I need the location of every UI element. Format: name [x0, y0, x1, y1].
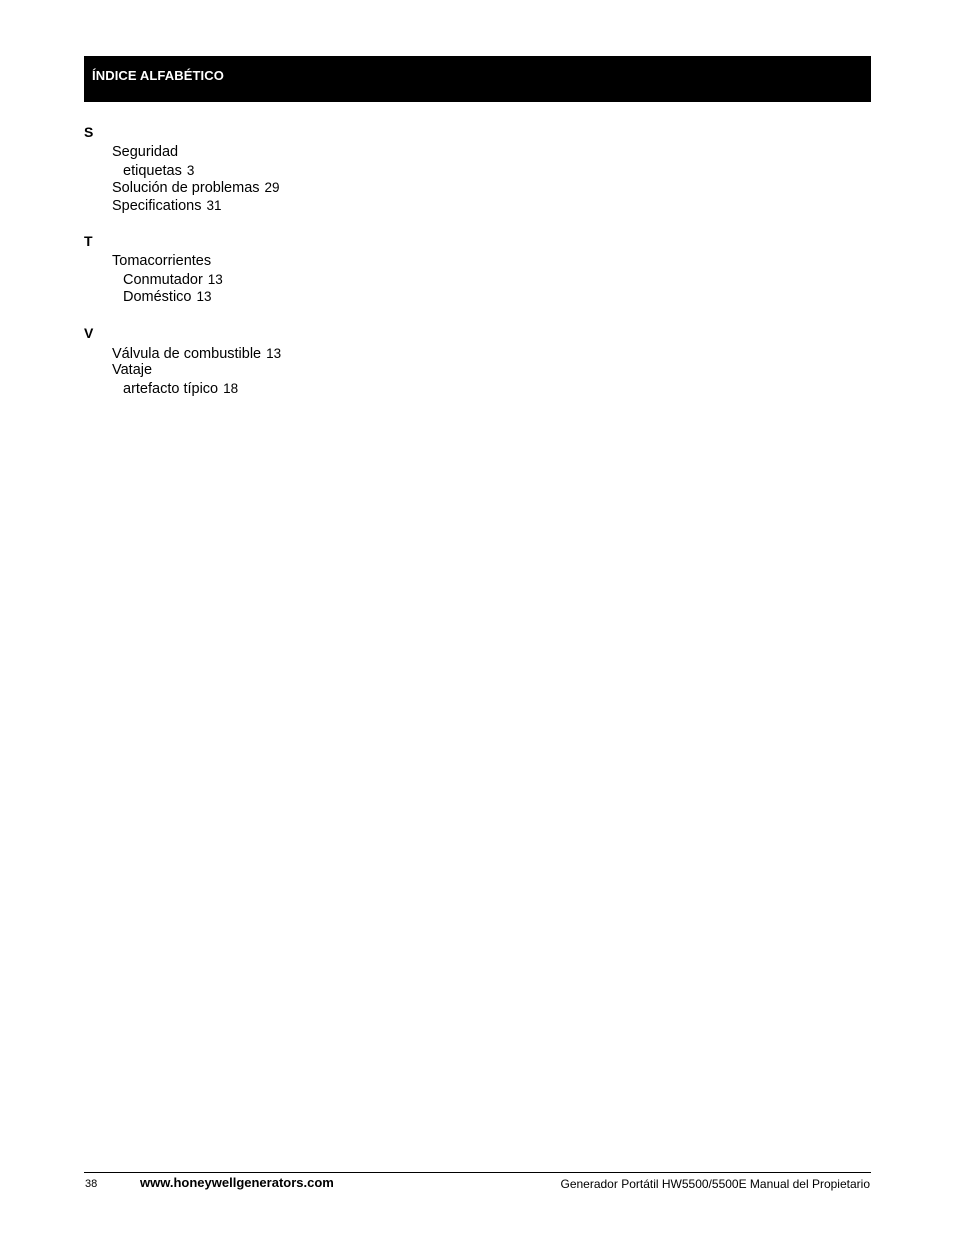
- alphabetical-index: [84, 124, 484, 416]
- entry-text: Doméstico: [123, 289, 192, 305]
- entry-page: 29: [264, 180, 280, 195]
- index-section-t: [84, 233, 484, 306]
- index-subentry: [84, 271, 484, 289]
- index-letter: S: [84, 124, 94, 140]
- section-header-bar: [84, 56, 871, 102]
- footer-document-title: Generador Portátil HW5500/5500E Manual del Propietario: [560, 1177, 870, 1191]
- entry-page: 3: [186, 162, 195, 178]
- entry-page: 13: [207, 271, 223, 287]
- index-letter: V: [84, 324, 94, 341]
- entry-text: Specifications: [112, 197, 202, 214]
- entry-text: Válvula de combustible: [112, 345, 262, 362]
- index-letter: T: [84, 233, 93, 249]
- entry-text: etiquetas: [123, 162, 182, 179]
- entry-page: 31: [206, 197, 222, 213]
- section-title: ÍNDICE ALFABÉTICO: [92, 68, 224, 83]
- entry-text: Tomacorrientes: [112, 253, 212, 269]
- index-entry: [84, 253, 484, 271]
- footer-website-url: www.honeywellgenerators.com: [140, 1175, 334, 1190]
- entry-text: Vataje: [112, 362, 153, 378]
- index-section-s: [84, 124, 484, 214]
- footer-divider: [84, 1172, 871, 1173]
- index-subentry: [84, 380, 484, 398]
- index-entry: [84, 179, 484, 197]
- entry-page: 13: [196, 289, 212, 304]
- entry-page: 13: [266, 345, 282, 361]
- index-subentry: [84, 288, 484, 306]
- index-subentry: [84, 162, 484, 180]
- entry-text: Conmutador: [123, 271, 203, 288]
- entry-page: 18: [223, 380, 239, 396]
- index-entry: [84, 144, 484, 162]
- entry-text: artefacto típico: [123, 380, 219, 397]
- footer-page-number: 38: [85, 1178, 98, 1190]
- index-entry: [84, 362, 484, 380]
- index-entry: [84, 345, 484, 363]
- index-entry: [84, 197, 484, 215]
- index-section-v: [84, 325, 484, 398]
- entry-text: Solución de problemas: [112, 180, 260, 196]
- entry-text: Seguridad: [112, 144, 179, 160]
